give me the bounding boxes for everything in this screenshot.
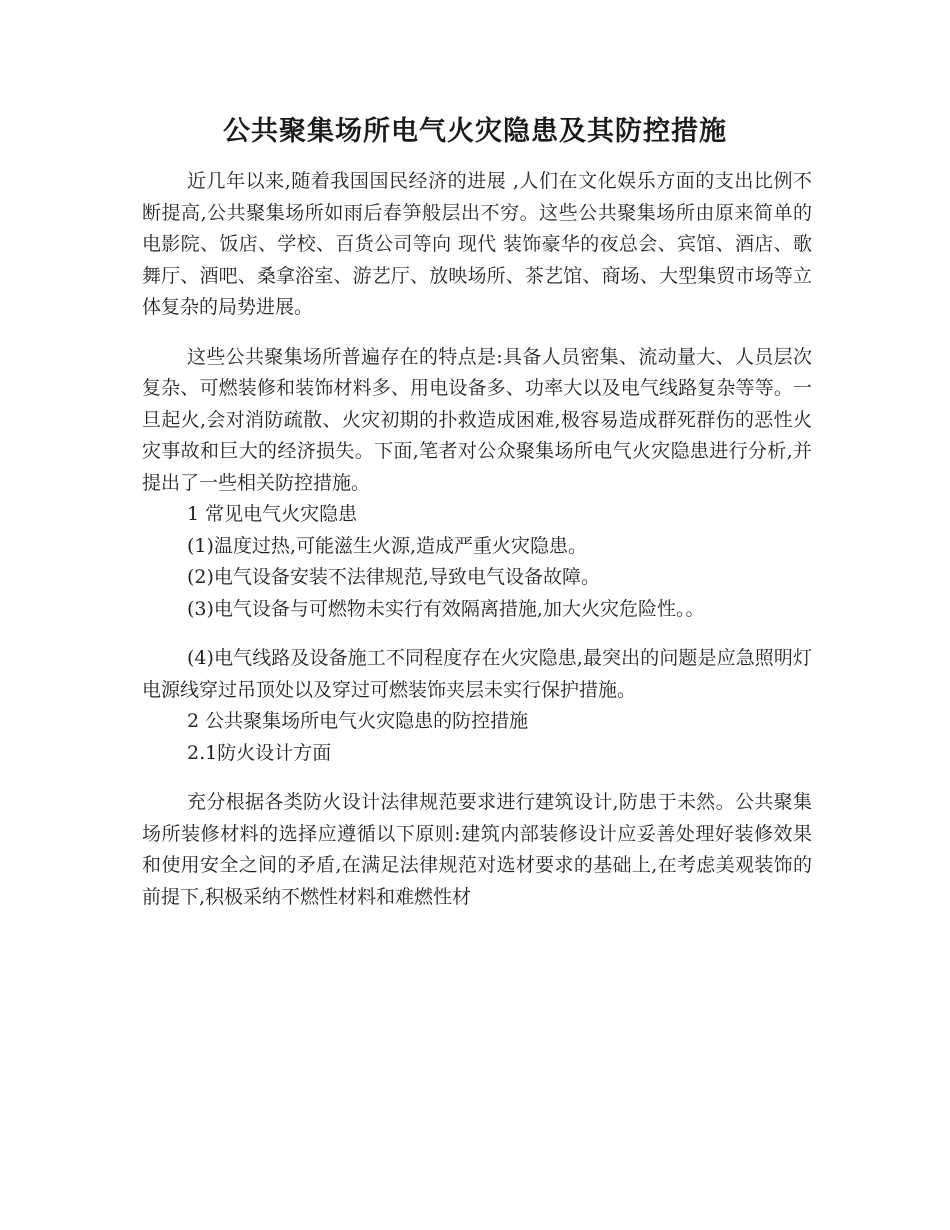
- section-heading-2: 2 公共聚集场所电气火灾隐患的防控措施: [187, 710, 529, 732]
- paragraph-characteristics: 这些公共聚集场所普遍存在的特点是:具备人员密集、流动量大、人员层次复杂、可燃装修和装饰材料多、用电设备多、功率大以及电气线路复杂等等。一旦起火,会对消防疏散、火灾初期的扑救造成困难,极容易造成群死群伤的恶性火灾事故和巨大的经济损失。下面,笔者对公众聚集场所电气火灾隐患进行分析,并提出了一些相关防控措施。: [142, 345, 812, 494]
- document-title: 公共聚集场所电气火灾隐患及其防控措施: [223, 116, 727, 147]
- hazard-item-4: (4)电气线路及设备施工不同程度存在火灾隐患,最突出的问题是应急照明灯电源线穿过吊顶处以及穿过可燃装饰夹层未实行保护措施。: [142, 647, 812, 701]
- document-body: [142, 166, 812, 913]
- hazard-item-1: (1)温度过热,可能滋生火源,造成严重火灾隐患。: [187, 534, 587, 557]
- paragraph-intro: 近几年以来,随着我国国民经济的进展 ,人们在文化娱乐方面的支出比例不断提高,公共聚集场所如雨后春笋般层出不穷。这些公共聚集场所由原来简单的电影院、饭店、学校、百货公司等向 现代 装饰豪华的夜总会、宾馆、酒店、歌舞厅、酒吧、桑拿浴室、游艺厅、放映场所、茶艺馆、商场、大型集贸市场等立体复杂的局势进展。: [142, 170, 812, 318]
- subsection-heading-2-1: 2.1防火设计方面: [187, 741, 332, 764]
- section-heading-1: 1 常见电气火灾隐患: [187, 503, 358, 525]
- paragraph-fire-design: 充分根据各类防火设计法律规范要求进行建筑设计,防患于未然。公共聚集场所装修材料的选择应遵循以下原则:建筑内部装修设计应妥善处理好装修效果和使用安全之间的矛盾,在满足法律规范对选材要求的基础上,在考虑美观装饰的前提下,积极采纳不燃性材料和难燃性材: [142, 791, 812, 908]
- hazard-item-2: (2)电气设备安装不法律规范,导致电气设备故障。: [187, 566, 600, 588]
- hazard-item-3: (3)电气设备与可燃物未实行有效隔离措施,加大火灾危险性。。: [187, 597, 705, 620]
